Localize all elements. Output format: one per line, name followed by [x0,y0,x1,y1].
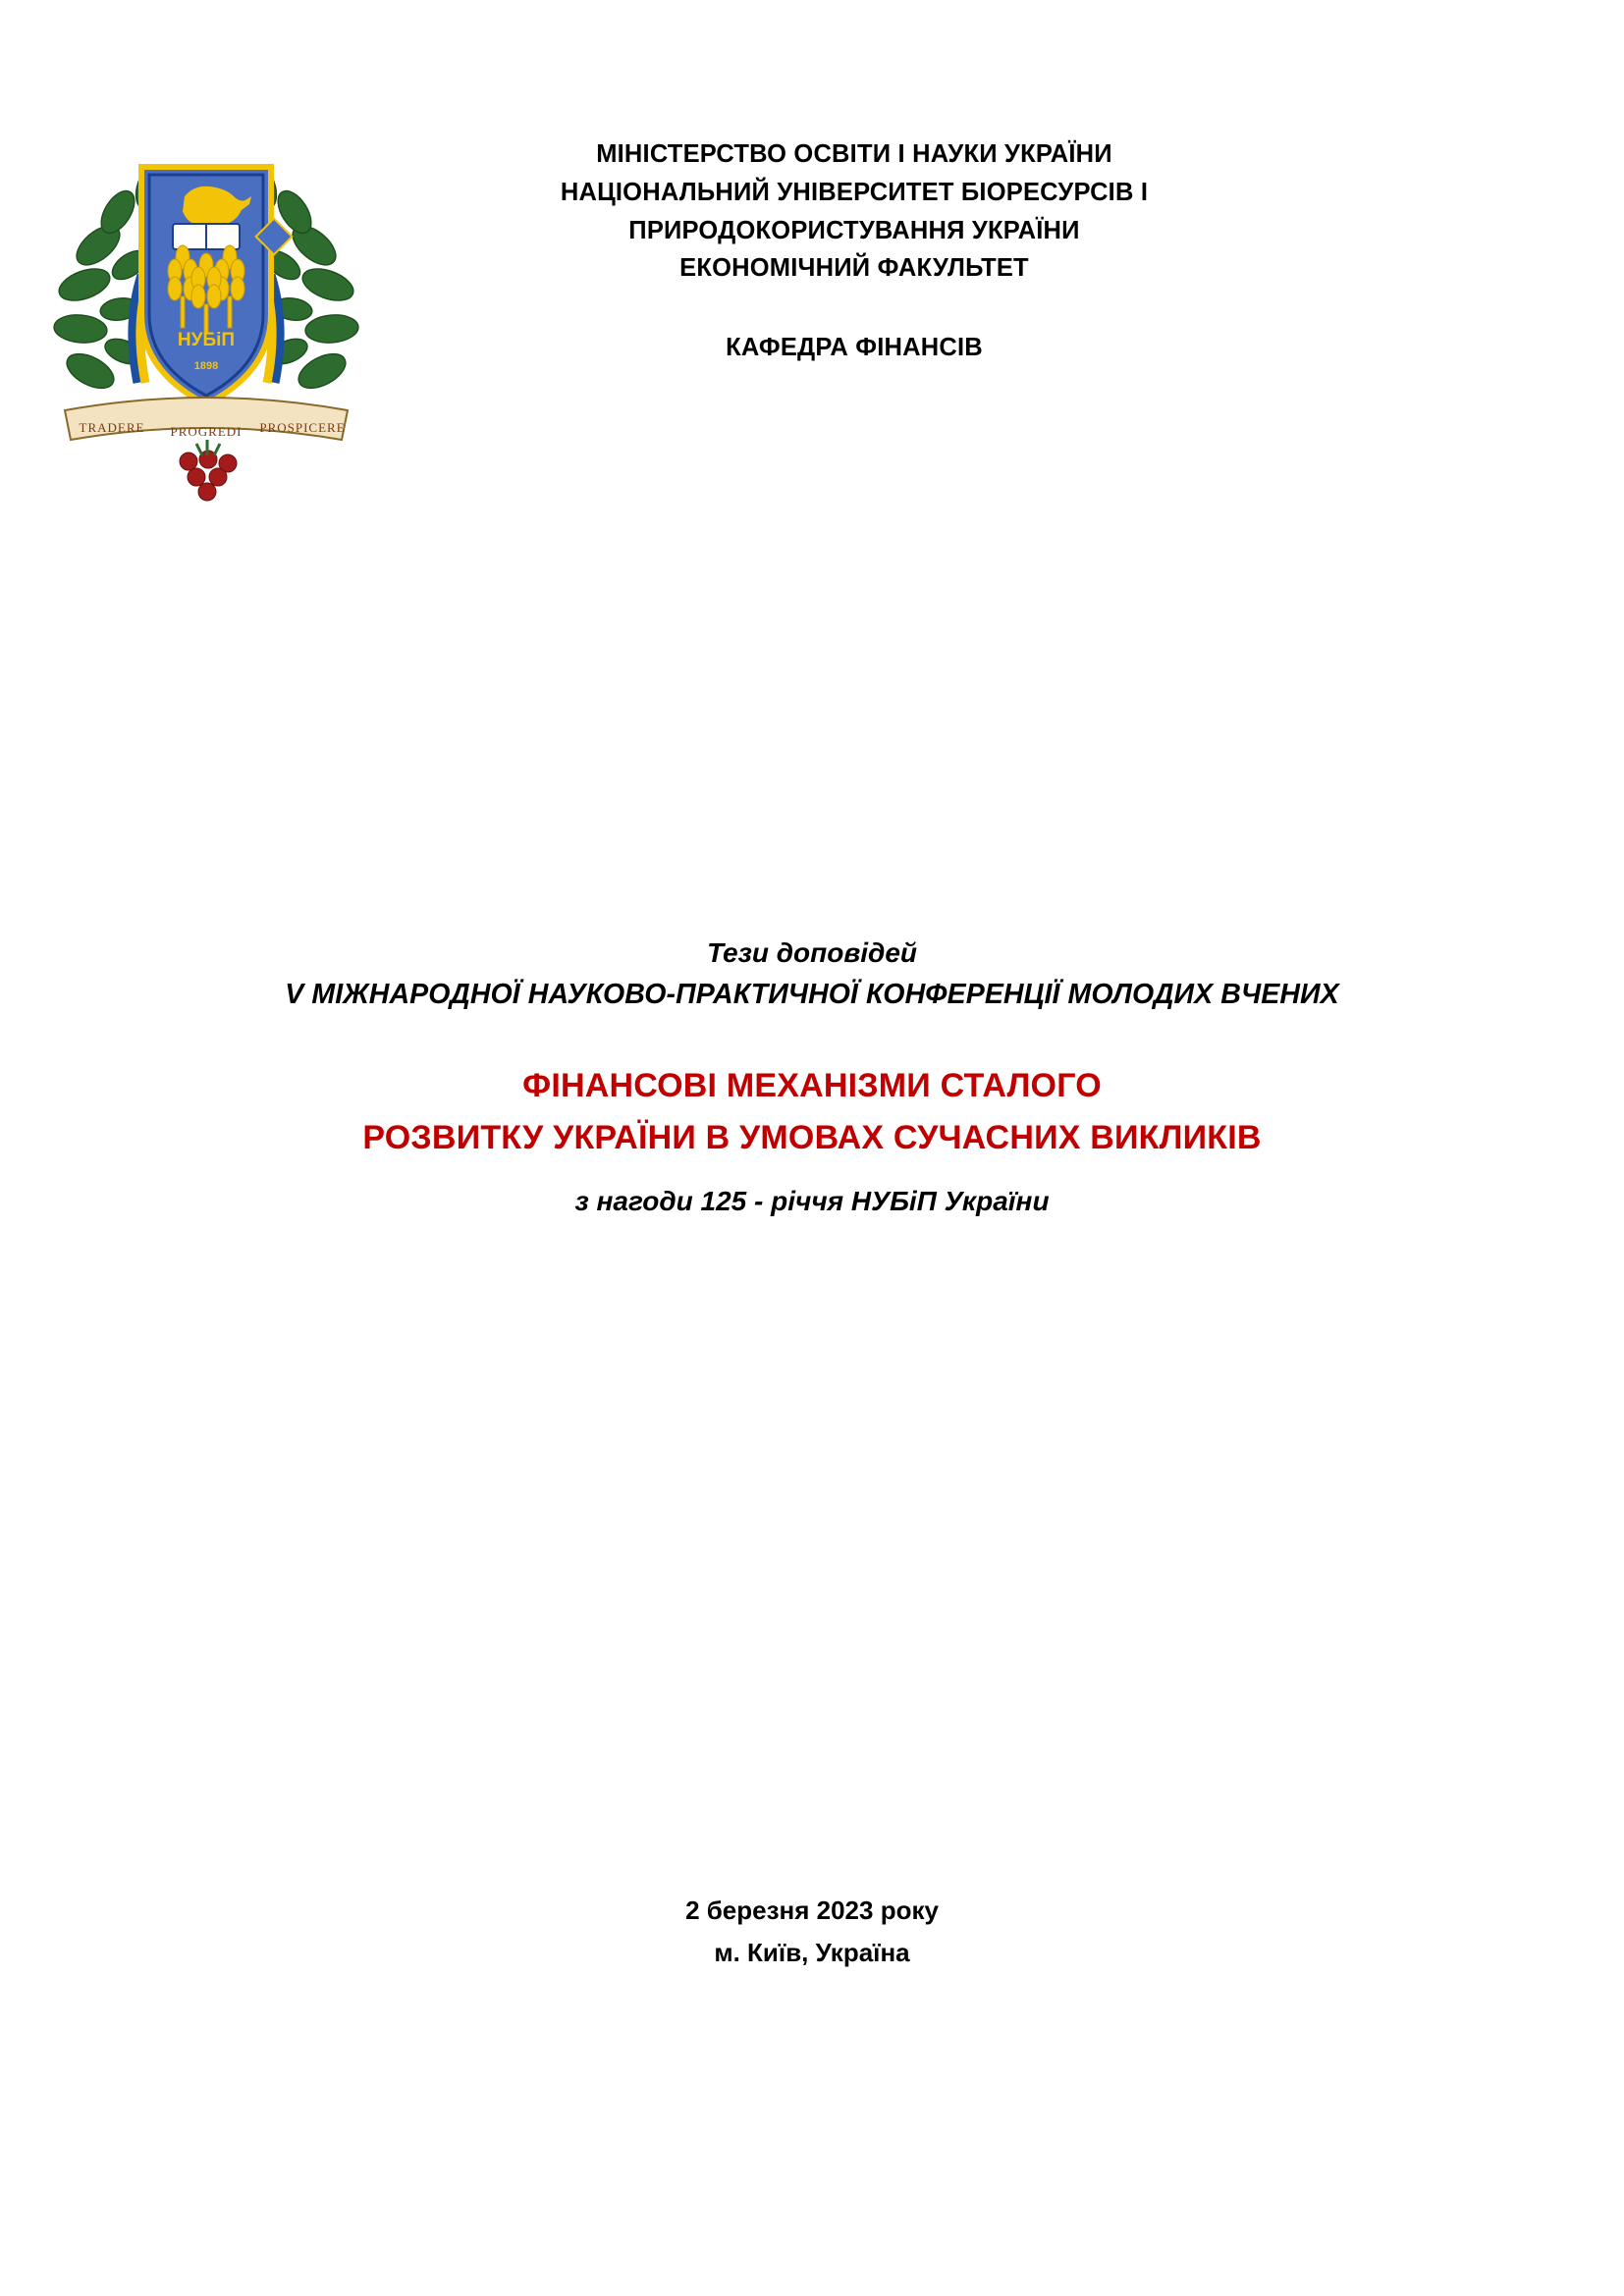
conference-place: м. Київ, Україна [714,1937,910,1967]
emblem-motto-left: TRADERE [79,420,145,435]
university-line-2: ПРИРОДОКОРИСТУВАННЯ УКРАЇНИ [628,216,1080,244]
conference-date: 2 березня 2023 року [685,1896,939,1925]
main-title-line-2: РОЗВИТКУ УКРАЇНИ В УМОВАХ СУЧАСНИХ ВИКЛИКІВ [362,1119,1262,1156]
emblem-abbr: НУБіП [177,330,236,350]
document-header [0,118,1624,520]
nubip-emblem-icon [39,128,373,520]
conference-name: V МІЖНАРОДНОЇ НАУКОВО-ПРАКТИЧНОЇ КОНФЕРЕНЦІЇ МОЛОДИХ ВЧЕНИХ [285,979,1339,1010]
emblem-motto-right: PROSPICERE [259,420,346,435]
emblem-container [0,118,412,520]
main-title-line-1: ФІНАНСОВІ МЕХАНІЗМИ СТАЛОГО [522,1067,1102,1105]
main-title [174,1060,1450,1163]
occasion-line: з нагоди 125 - річчя НУБіП України [574,1185,1050,1216]
title-block [174,937,1450,1217]
ministry-line: МІНІСТЕРСТВО ОСВІТИ І НАУКИ УКРАЇНИ [596,140,1112,168]
document-footer [370,1890,1254,1974]
university-line-1: НАЦІОНАЛЬНИЙ УНІВЕРСИТЕТ БІОРЕСУРСІВ І [560,178,1149,206]
department-line: КАФЕДРА ФІНАНСІВ [726,334,983,361]
institution-heading [412,118,1296,367]
thesis-label: Тези доповідей [706,937,918,968]
emblem-year: 1898 [193,360,219,372]
faculty-line: ЕКОНОМІЧНИЙ ФАКУЛЬТЕТ [679,254,1029,283]
emblem-motto-center: PROGREDI [170,424,243,439]
